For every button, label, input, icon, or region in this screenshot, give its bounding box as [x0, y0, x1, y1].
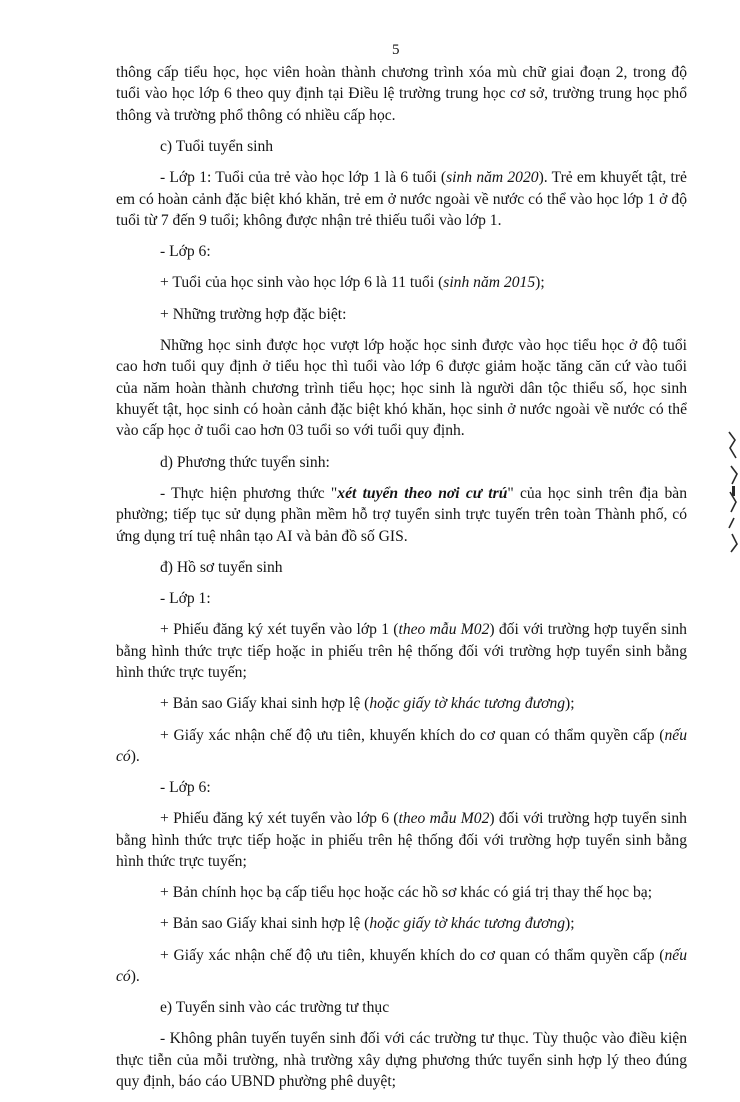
- paragraph-grade1-priority: + Giấy xác nhận chế độ ưu tiên, khuyến khích do cơ quan có thẩm quyền cấp (nếu có).: [116, 726, 687, 765]
- section-d-heading: d) Phương thức tuyển sinh:: [160, 453, 330, 471]
- edge-stamp-mark: [726, 428, 740, 556]
- paragraph-grade6-priority: + Giấy xác nhận chế độ ưu tiên, khuyến khích do cơ quan có thẩm quyền cấp (nếu có).: [116, 946, 687, 985]
- paragraph-grade6-transcript: + Bản chính học bạ cấp tiểu học hoặc các hồ sơ khác có giá trị thay thế học bạ;: [160, 884, 653, 902]
- paragraph-private-schools: - Không phân tuyến tuyển sinh đối với các trường tư thục. Tùy thuộc vào điều kiện thực tiễn của mỗi trường, nhà trường xây dựng phương thức tuyển sinh hợp lý theo đúng quy định, báo cáo UBND phường phê duyệt;: [116, 1030, 687, 1091]
- paragraph-grade1-age: - Lớp 1: Tuổi của trẻ vào học lớp 1 là 6 tuổi (sinh năm 2020). Trẻ em khuyết tật, trẻ em có hoàn cảnh đặc biệt khó khăn, trẻ em ở nước ngoài về nước có thể vào học lớp 1 ở độ tuổi từ 7 đến 9 tuổi; không được nhận trẻ thiếu tuổi vào lớp 1.: [116, 169, 687, 230]
- section-c-heading: c) Tuổi tuyển sinh: [160, 138, 274, 156]
- label-grade6: - Lớp 6:: [160, 243, 211, 261]
- label-grade6-docs: - Lớp 6:: [160, 779, 211, 797]
- section-e-heading: e) Tuyển sinh vào các trường tư thục: [160, 999, 390, 1017]
- paragraph-grade6-age: + Tuổi của học sinh vào học lớp 6 là 11 tuổi (sinh năm 2015);: [160, 274, 545, 292]
- label-grade1-docs: - Lớp 1:: [160, 590, 211, 608]
- paragraph-grade1-birth-cert: + Bản sao Giấy khai sinh hợp lệ (hoặc giấy tờ khác tương đương);: [160, 695, 575, 713]
- page-number: 5: [392, 42, 400, 58]
- paragraph-admission-method: - Thực hiện phương thức "xét tuyển theo nơi cư trú" của học sinh trên địa bàn phường; tiếp tục sử dụng phần mềm hỗ trợ tuyển sinh trực tuyến trên toàn Thành phố, có ứng dụng trí tuệ nhân tạo AI và bản đồ số GIS.: [116, 484, 688, 545]
- paragraph-continuation: thông cấp tiểu học, học viên hoàn thành chương trình xóa mù chữ giai đoạn 2, trong độ tuổi vào học lớp 6 theo quy định tại Điều lệ trường trung học cơ sở, trường trung học phổ thông và trường phổ thông có nhiều cấp học.: [116, 64, 687, 124]
- label-special-cases: + Những trường hợp đặc biệt:: [160, 305, 347, 323]
- document-body: [116, 62, 687, 1102]
- paragraph-grade6-birth-cert: + Bản sao Giấy khai sinh hợp lệ (hoặc giấy tờ khác tương đương);: [160, 915, 575, 933]
- paragraph-special-cases: Những học sinh được học vượt lớp hoặc học sinh được vào học tiểu học ở độ tuổi cao hơn tuổi quy định ở tiểu học thì tuổi vào lớp 6 được giảm hoặc tăng căn cứ vào tuổi của năm hoàn thành chương trình tiểu học; học sinh là người dân tộc thiểu số, học sinh khuyết tật, học sinh có hoàn cảnh đặc biệt khó khăn, học sinh ở nước ngoài về nước có thể vào cấp học ở tuổi cao hơn 03 tuổi so với tuổi quy định.: [116, 336, 687, 440]
- paragraph-grade6-form: + Phiếu đăng ký xét tuyển vào lớp 6 (theo mẫu M02) đối với trường hợp tuyển sinh bằng hình thức trực tiếp hoặc in phiếu trên hệ thống đối với trường hợp tuyển sinh bằng hình thức trực tuyến;: [116, 810, 687, 871]
- section-dd-heading: đ) Hồ sơ tuyển sinh: [160, 558, 283, 576]
- paragraph-grade1-form: + Phiếu đăng ký xét tuyển vào lớp 1 (theo mẫu M02) đối với trường hợp tuyển sinh bằng hình thức trực tiếp hoặc in phiếu trên hệ thống đối với trường hợp tuyển sinh bằng hình thức trực tuyến;: [116, 621, 687, 682]
